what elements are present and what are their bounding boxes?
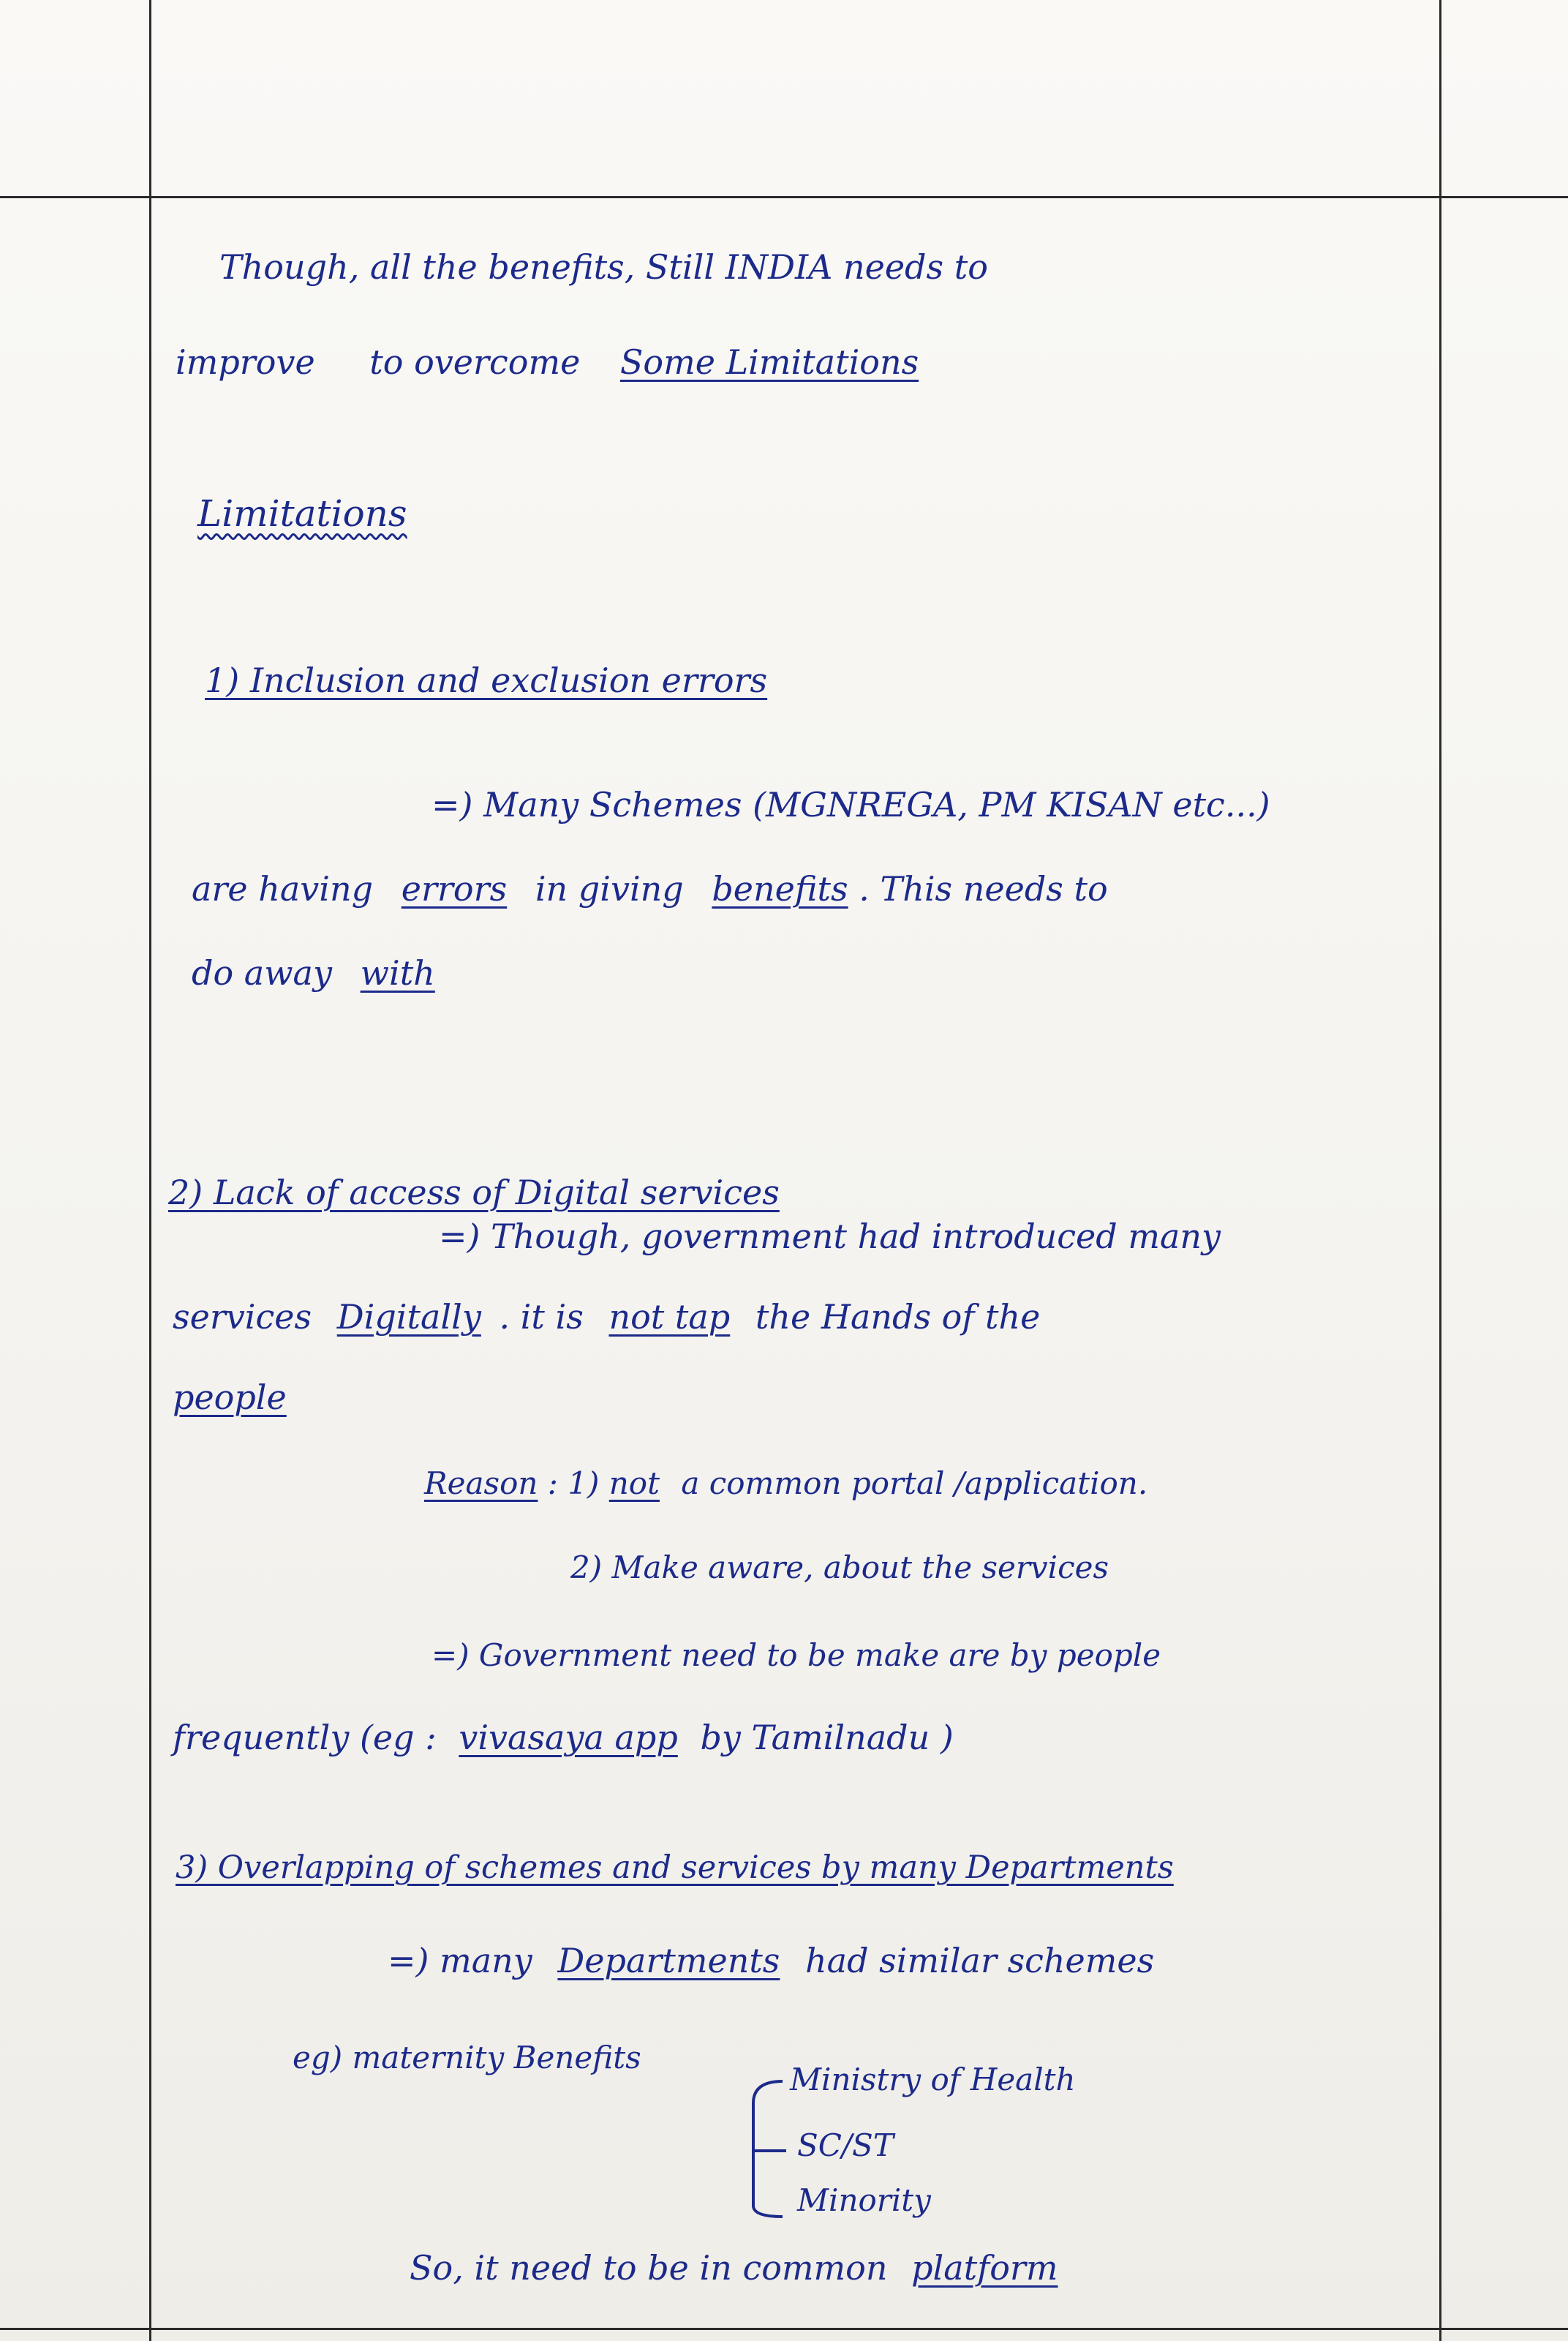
- branch-ministry-of-health: Ministry of Health: [790, 2062, 1076, 2097]
- item-3-example: eg) maternity Benefits: [293, 2040, 641, 2075]
- top-margin-line: [0, 196, 1568, 198]
- right-margin-line: [1439, 0, 1441, 2341]
- item-2-title: 2) Lack of access of Digital services: [168, 1173, 780, 1212]
- item-1-point: =) Many Schemes (MGNREGA, PM KISAN etc...): [431, 785, 1270, 824]
- item-2-point: =) Though, government had introduced many: [439, 1217, 1221, 1256]
- item-1-line-3: do away with: [192, 953, 435, 993]
- reason-label: Reason: [424, 1465, 538, 1501]
- intro-line-2: improve to overcome Some Limitations: [176, 342, 919, 382]
- item-2-point-2: =) Government need to be make are by people: [431, 1637, 1161, 1673]
- left-margin-line: [149, 0, 151, 2341]
- intro-limitations-phrase: Some Limitations: [619, 342, 919, 382]
- item-2-reason-1: Reason : 1) not a common portal /application.: [424, 1465, 1148, 1501]
- branch-sc-st: SC/ST: [797, 2127, 894, 2163]
- item-2-line-2: services Digitally . it is not tap the Hands of the: [173, 1297, 1041, 1337]
- intro-line-1: Though, all the benefits, Still INDIA needs to: [219, 247, 988, 287]
- item-3-final-line: So, it need to be in common platform: [410, 2248, 1058, 2288]
- item-2-line-3: people: [173, 1378, 287, 1417]
- limitations-heading: Limitations: [197, 492, 407, 535]
- bottom-margin-line: [0, 2328, 1568, 2330]
- item-3-point: =) many Departments had similar schemes: [388, 1941, 1155, 1980]
- item-3-title: 3) Overlapping of schemes and services by many Departments: [176, 1849, 1174, 1886]
- item-1-line-2: are having errors in giving benefits . This needs to: [192, 869, 1108, 909]
- intro-word-improve: improve: [176, 342, 315, 382]
- item-2-frequently-line: frequently (eg : vivasaya app by Tamilnadu ): [173, 1718, 954, 1757]
- branch-minority: Minority: [797, 2182, 931, 2218]
- item-2-reason-2: 2) Make aware, about the services: [570, 1549, 1109, 1585]
- item-1-title: 1) Inclusion and exclusion errors: [205, 661, 768, 700]
